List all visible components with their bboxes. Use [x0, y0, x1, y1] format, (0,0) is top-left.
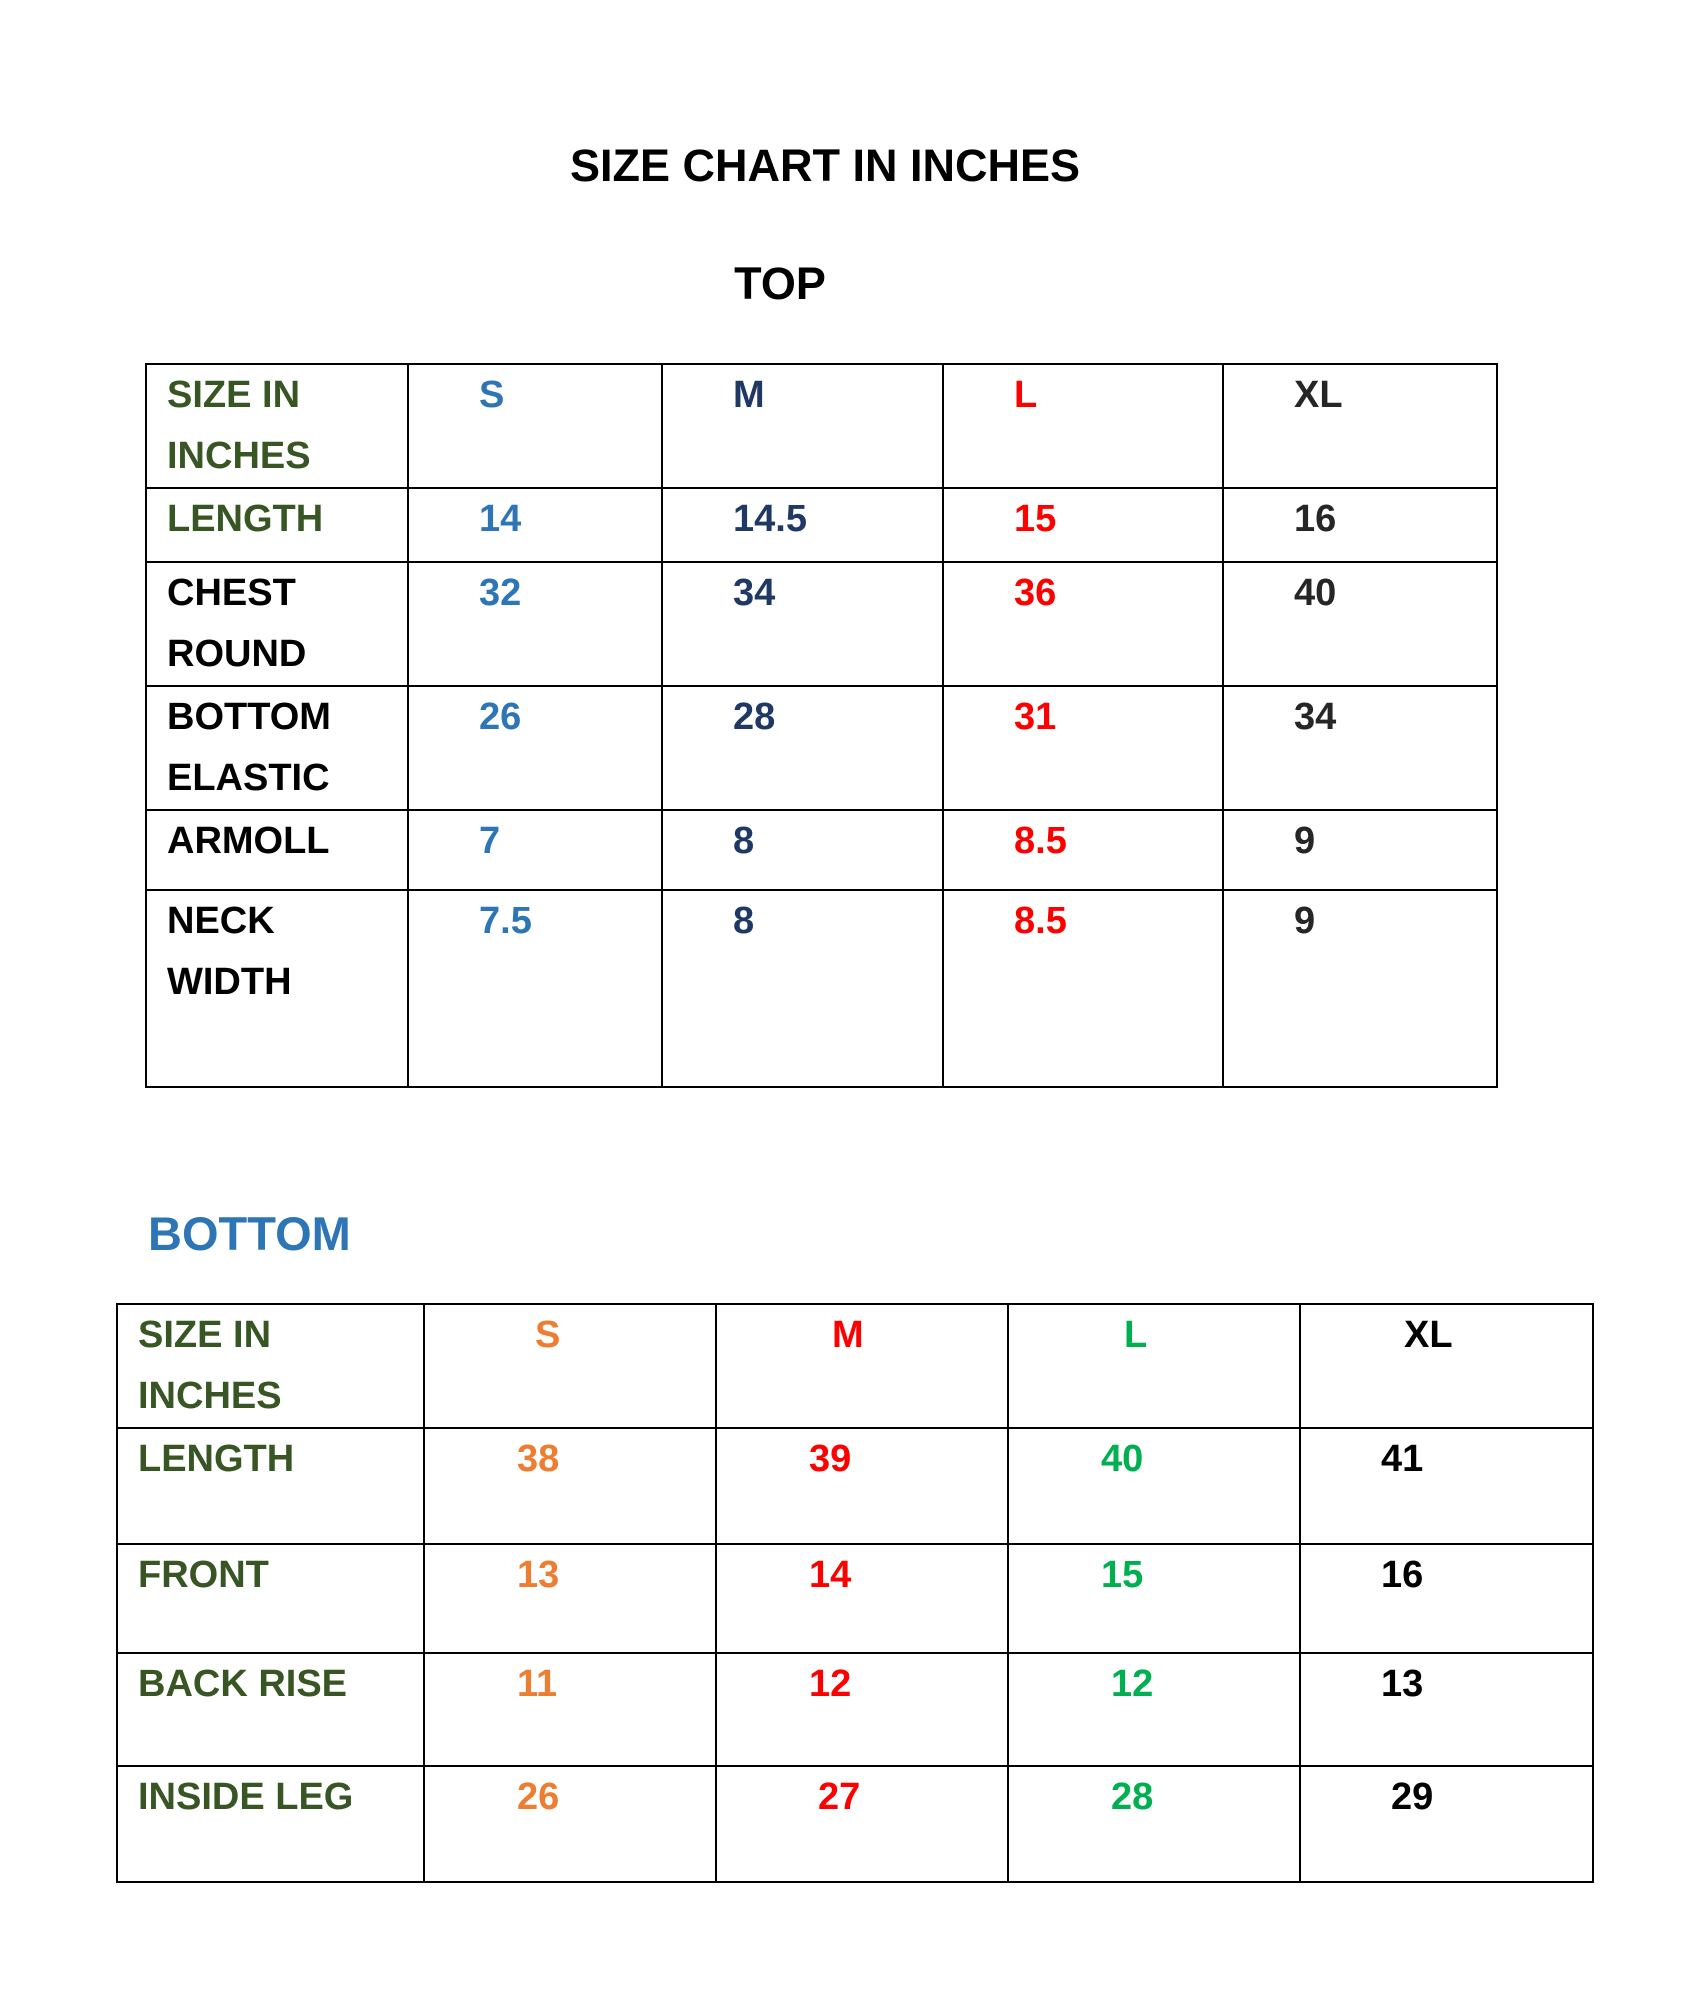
table-header-row	[146, 364, 1497, 488]
value-m: 39	[716, 1428, 1008, 1544]
value-xl: 9	[1223, 890, 1497, 1087]
bottom-size-table	[116, 1303, 1594, 1883]
value-l: 36	[943, 562, 1223, 686]
table-row	[117, 1428, 1593, 1544]
table-row	[146, 890, 1497, 1087]
table-header-row	[117, 1304, 1593, 1428]
value-m: 27	[716, 1766, 1008, 1882]
size-in-inches-header: SIZE IN INCHES	[146, 364, 408, 488]
value-l: 28	[1008, 1766, 1300, 1882]
value-m: 8	[662, 810, 943, 890]
row-label: CHEST ROUND	[146, 562, 408, 686]
value-s: 38	[424, 1428, 716, 1544]
value-s: 13	[424, 1544, 716, 1653]
table-row	[146, 488, 1497, 562]
value-l: 31	[943, 686, 1223, 810]
size-l-header: L	[1008, 1304, 1300, 1428]
size-s-header: S	[408, 364, 662, 488]
value-xl: 16	[1223, 488, 1497, 562]
table-row	[117, 1653, 1593, 1766]
row-label: LENGTH	[146, 488, 408, 562]
table-row	[146, 810, 1497, 890]
row-label: ARMOLL	[146, 810, 408, 890]
top-size-table	[145, 363, 1498, 1088]
value-s: 32	[408, 562, 662, 686]
size-in-inches-header: SIZE IN INCHES	[117, 1304, 424, 1428]
value-m: 14.5	[662, 488, 943, 562]
row-label: BOTTOM ELASTIC	[146, 686, 408, 810]
value-l: 8.5	[943, 890, 1223, 1087]
value-xl: 29	[1300, 1766, 1593, 1882]
table-row	[146, 686, 1497, 810]
value-l: 40	[1008, 1428, 1300, 1544]
value-xl: 9	[1223, 810, 1497, 890]
size-m-header: M	[662, 364, 943, 488]
row-label: BACK RISE	[117, 1653, 424, 1766]
table-row	[146, 562, 1497, 686]
row-label: FRONT	[117, 1544, 424, 1653]
value-l: 15	[1008, 1544, 1300, 1653]
value-s: 7	[408, 810, 662, 890]
size-m-header: M	[716, 1304, 1008, 1428]
value-xl: 34	[1223, 686, 1497, 810]
value-xl: 16	[1300, 1544, 1593, 1653]
size-xl-header: XL	[1300, 1304, 1593, 1428]
size-l-header: L	[943, 364, 1223, 488]
top-section-heading: TOP	[734, 258, 826, 309]
value-m: 12	[716, 1653, 1008, 1766]
value-s: 14	[408, 488, 662, 562]
row-label: LENGTH	[117, 1428, 424, 1544]
value-l: 8.5	[943, 810, 1223, 890]
table-row	[117, 1544, 1593, 1653]
page-title: SIZE CHART IN INCHES	[569, 140, 1081, 191]
value-s: 26	[408, 686, 662, 810]
value-xl: 41	[1300, 1428, 1593, 1544]
row-label: INSIDE LEG	[117, 1766, 424, 1882]
value-m: 14	[716, 1544, 1008, 1653]
size-xl-header: XL	[1223, 364, 1497, 488]
value-xl: 40	[1223, 562, 1497, 686]
row-label: NECK WIDTH	[146, 890, 408, 1087]
value-s: 26	[424, 1766, 716, 1882]
value-m: 28	[662, 686, 943, 810]
value-l: 15	[943, 488, 1223, 562]
value-m: 34	[662, 562, 943, 686]
value-l: 12	[1008, 1653, 1300, 1766]
value-xl: 13	[1300, 1653, 1593, 1766]
size-s-header: S	[424, 1304, 716, 1428]
bottom-section-heading: BOTTOM	[148, 1207, 351, 1260]
table-row	[117, 1766, 1593, 1882]
value-m: 8	[662, 890, 943, 1087]
value-s: 11	[424, 1653, 716, 1766]
value-s: 7.5	[408, 890, 662, 1087]
